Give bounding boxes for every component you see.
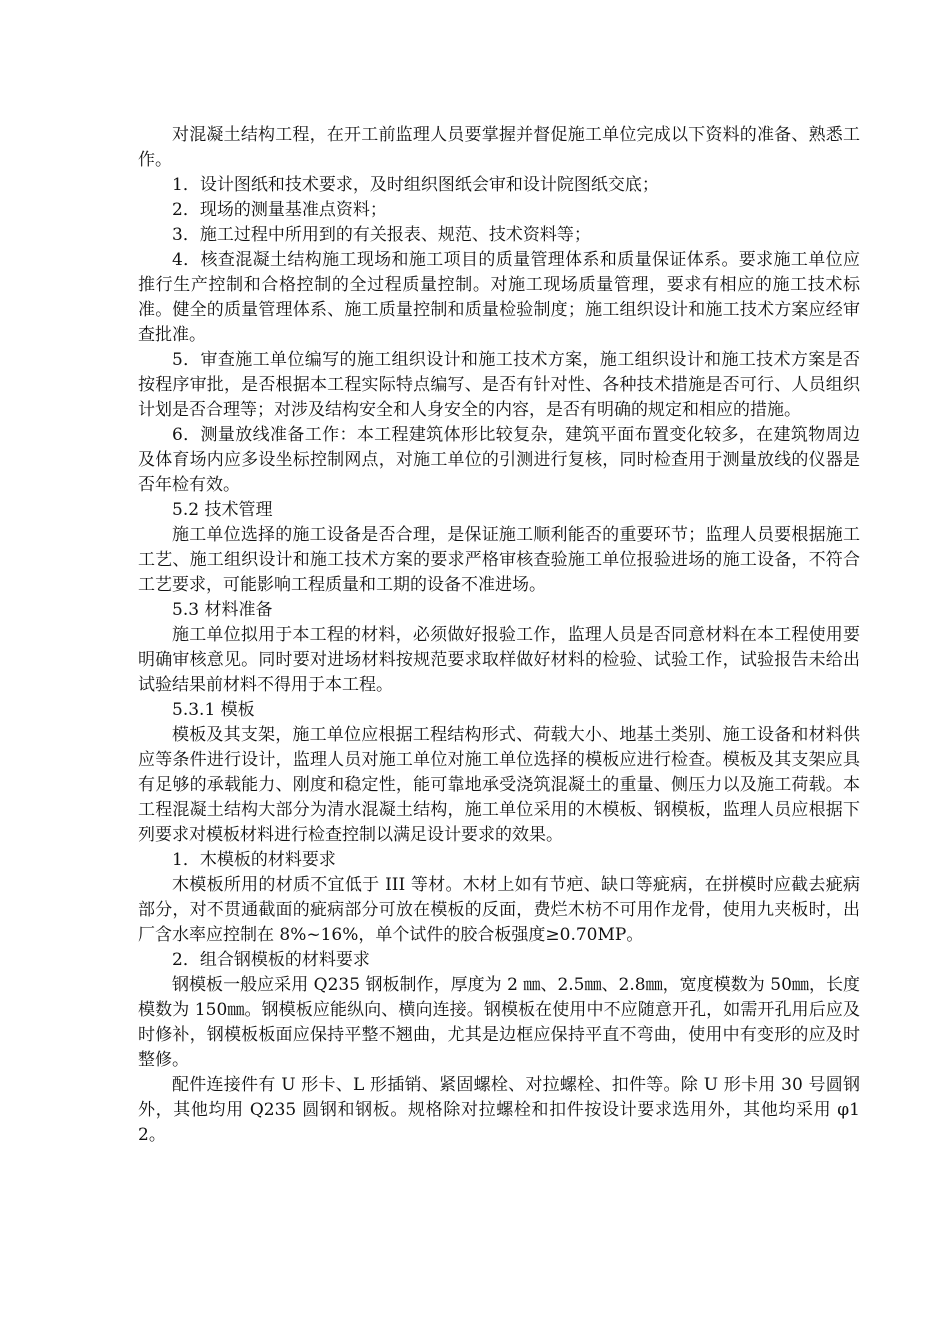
list-item-3: 3．施工过程中所用到的有关报表、规范、技术资料等；	[172, 225, 591, 245]
list-item-1: 1．设计图纸和技术要求，及时组织图纸会审和设计院图纸交底；	[172, 175, 659, 195]
list-item-2: 2．现场的测量基准点资料；	[172, 200, 387, 220]
paragraph-formwork: 模板及其支架，施工单位应根据工程结构形式、荷载大小、地基土类别、施工设备和材料供应等条件进行设计，监理人员对施工单位对施工单位选择的模板应进行检查。模板及其支架应具有足够的承载能力、刚度和稳定性，能可靠地承受浇筑混凝土的重量、侧压力以及施工荷载。本工程混凝土结构大部分为清水混凝土结构，施工单位采用的木模板、钢模板，监理人员应根据下列要求对模板材料进行检查控制以满足设计要求的效果。	[138, 725, 860, 845]
paragraph-material-prep: 施工单位拟用于本工程的材料，必须做好报验工作，监理人员是否同意材料在本工程使用要明确审核意见。同时要对进场材料按规范要求取样做好材料的检验、试验工作，试验报告未给出试验结果前材料不得用于本工程。	[138, 625, 860, 695]
list-item-6: 6．测量放线准备工作：本工程建筑体形比较复杂，建筑平面布置变化较多，在建筑物周边及体育场内应多设坐标控制网点，对施工单位的引测进行复核，同时检查用于测量放线的仪器是否年检有效。	[138, 425, 860, 495]
list-item-5: 5．审查施工单位编写的施工组织设计和施工技术方案，施工组织设计和施工技术方案是否按程序审批，是否根据本工程实际特点编写、是否有针对性、各种技术措施是否可行、人员组织计划是否合理等；对涉及结构安全和人身安全的内容，是否有明确的规定和相应的措施。	[138, 350, 860, 420]
document-body	[138, 123, 860, 1148]
paragraph-steel-formwork: 钢模板一般应采用 Q235 钢板制作，厚度为 2 ㎜、2.5㎜、2.8㎜，宽度模数为 50㎜，长度模数为 150㎜。钢模板应能纵向、横向连接。钢模板在使用中不应随意开孔，如需开孔用后应及时修补，钢模板板面应保持平整不翘曲，尤其是边框应保持平直不弯曲，使用中有变形的应及时整修。	[138, 975, 860, 1070]
subheading-steel-formwork: 2．组合钢模板的材料要求	[172, 950, 370, 970]
paragraph-intro: 对混凝土结构工程，在开工前监理人员要掌握并督促施工单位完成以下资料的准备、熟悉工作。	[138, 125, 860, 170]
section-heading-5-3-1: 5.3.1 模板	[172, 700, 255, 720]
section-heading-5-2: 5.2 技术管理	[172, 500, 273, 520]
paragraph-fittings: 配件连接件有 U 形卡、L 形插销、紧固螺栓、对拉螺栓、扣件等。除 U 形卡用 30 号圆钢外，其他均用 Q235 圆钢和钢板。规格除对拉螺栓和扣件按设计要求选用外，其他均采用 φ12。	[138, 1075, 860, 1145]
subheading-wood-formwork: 1．木模板的材料要求	[172, 850, 336, 870]
section-heading-5-3: 5.3 材料准备	[172, 600, 273, 620]
list-item-4: 4．核查混凝土结构施工现场和施工项目的质量管理体系和质量保证体系。要求施工单位应推行生产控制和合格控制的全过程质量控制。对施工现场质量管理，要求有相应的施工技术标准。健全的质量管理体系、施工质量控制和质量检验制度；施工组织设计和施工技术方案应经审查批准。	[138, 250, 860, 345]
paragraph-tech-management: 施工单位选择的施工设备是否合理，是保证施工顺利能否的重要环节；监理人员要根据施工工艺、施工组织设计和施工技术方案的要求严格审核查验施工单位报验进场的施工设备，不符合工艺要求，可能影响工程质量和工期的设备不准进场。	[138, 525, 860, 595]
paragraph-wood-formwork: 木模板所用的材质不宜低于 III 等材。木材上如有节疤、缺口等疵病，在拼模时应截去疵病部分，对不贯通截面的疵病部分可放在模板的反面，费烂木枋不可用作龙骨，使用九夹板时，出厂含水率应控制在 8%~16%，单个试件的胶合板强度≥0.70MP。	[138, 875, 860, 945]
